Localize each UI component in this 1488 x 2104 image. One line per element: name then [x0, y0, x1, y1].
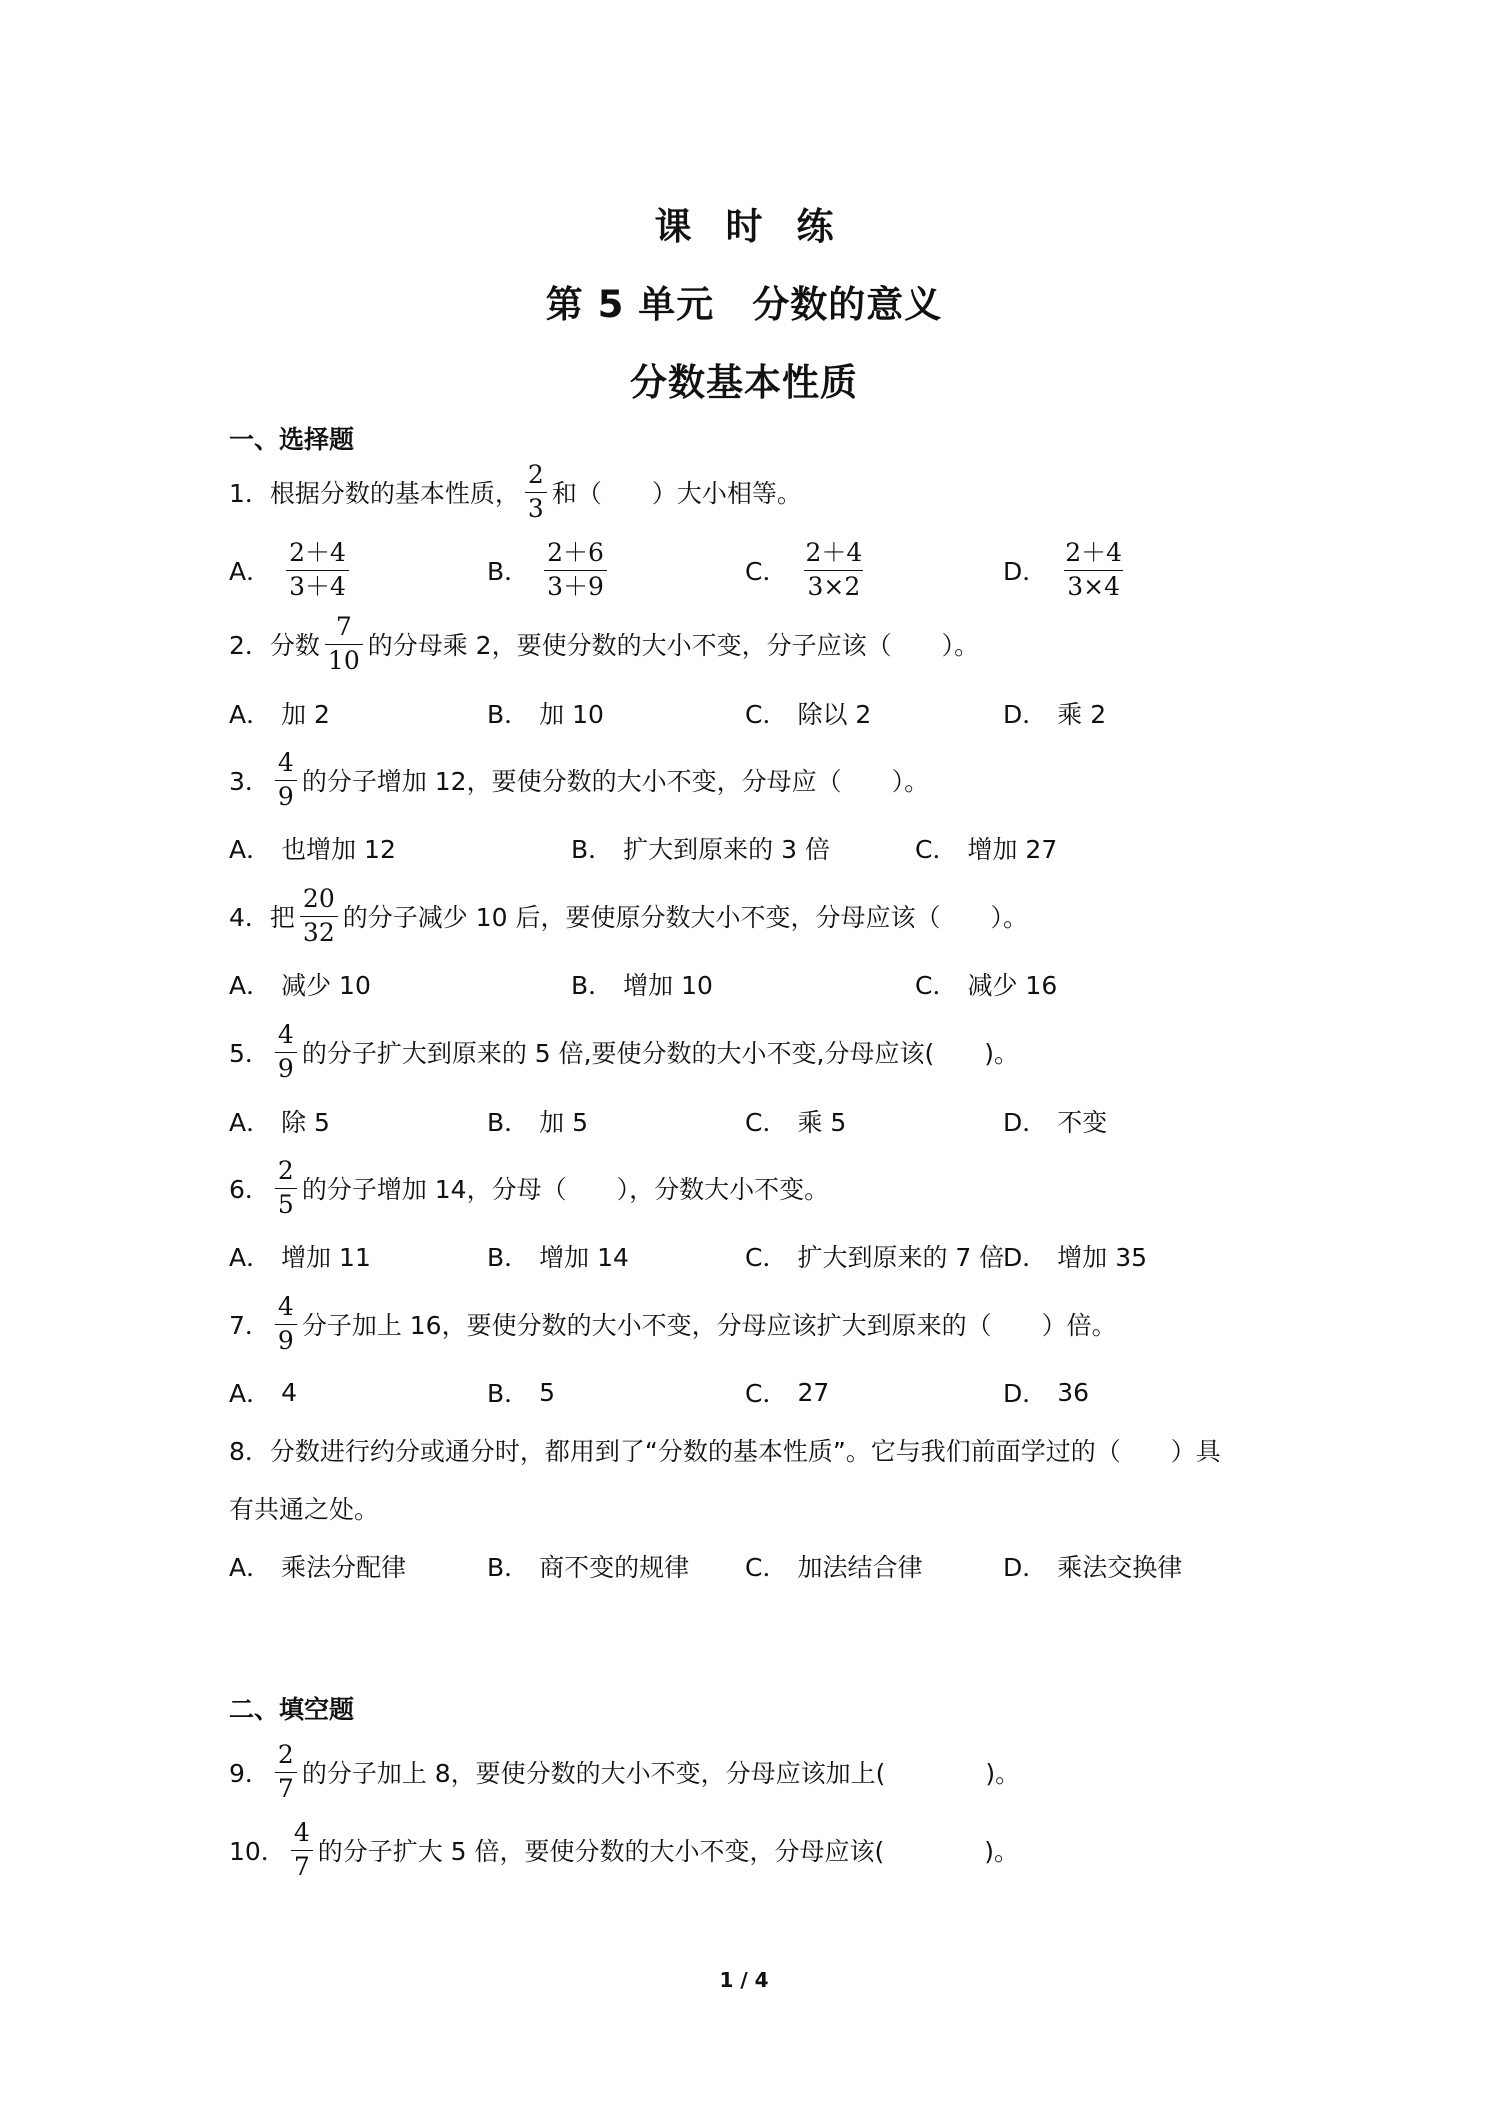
- option-c[interactable]: [915, 818, 1057, 878]
- option-b[interactable]: [487, 1226, 629, 1286]
- numerator: 2＋4: [805, 538, 863, 568]
- option-label: B．: [487, 1553, 530, 1582]
- option-a[interactable]: [229, 540, 354, 600]
- options-1: [229, 540, 1329, 600]
- option-label: C．: [745, 1553, 788, 1582]
- fraction: [1062, 540, 1125, 600]
- option-text: 加 5: [539, 1108, 589, 1137]
- option-b[interactable]: [487, 1362, 555, 1422]
- fraction: [275, 1742, 297, 1802]
- denominator: 9: [275, 1324, 297, 1354]
- option-text: 4: [281, 1377, 298, 1407]
- option-label: D．: [1003, 1553, 1048, 1582]
- denominator: 3: [525, 492, 547, 522]
- numerator: 2: [277, 1740, 294, 1770]
- denominator: 3×2: [804, 570, 863, 600]
- denominator: 3＋9: [544, 570, 607, 600]
- option-c[interactable]: [745, 683, 871, 743]
- options-7: [229, 1362, 1329, 1422]
- question-1: [229, 462, 802, 522]
- option-text: 乘 5: [797, 1108, 847, 1137]
- fraction: [525, 462, 547, 522]
- option-b[interactable]: [487, 540, 612, 600]
- question-text: 分数: [269, 631, 320, 660]
- option-label: B．: [487, 557, 530, 586]
- options-6: [229, 1226, 1329, 1286]
- option-label: B．: [487, 1108, 530, 1137]
- option-text: 除 5: [281, 1108, 330, 1137]
- option-a[interactable]: [229, 683, 330, 743]
- option-text: 扩大到原来的 3 倍: [623, 835, 830, 864]
- fraction: [275, 1294, 297, 1354]
- option-text: 乘法交换律: [1057, 1553, 1183, 1582]
- option-label: C．: [745, 1108, 788, 1137]
- page-title: 课时练: [654, 205, 868, 248]
- option-label: C．: [915, 835, 958, 864]
- denominator: 9: [275, 780, 297, 810]
- option-label: B．: [487, 1243, 530, 1272]
- option-c[interactable]: [745, 1226, 1004, 1286]
- option-d[interactable]: [1003, 540, 1130, 600]
- question-text: 的分子加上 8，要使分数的大小不变，分母应该加上( )。: [301, 1759, 1021, 1788]
- option-label: A．: [229, 1108, 272, 1137]
- question-number: 1．: [229, 479, 270, 508]
- option-label: B．: [487, 700, 530, 729]
- numerator: 2＋6: [547, 538, 604, 568]
- option-c[interactable]: [915, 954, 1057, 1014]
- question-5: [229, 1022, 1019, 1082]
- question-number: 6．: [229, 1175, 270, 1204]
- numerator: 2: [527, 460, 544, 490]
- option-label: A．: [229, 1553, 272, 1582]
- option-text: 减少 16: [967, 971, 1058, 1000]
- question-text: 分子加上 16，要使分数的大小不变，分母应该扩大到原来的（ ）倍。: [301, 1311, 1117, 1340]
- denominator: 10: [325, 644, 363, 674]
- question-10: [229, 1820, 1019, 1880]
- question-8: [229, 1420, 1221, 1480]
- fraction: [275, 1022, 297, 1082]
- question-text: 的分子扩大 5 倍，要使分数的大小不变，分母应该( )。: [317, 1837, 1020, 1866]
- option-a[interactable]: [229, 1536, 406, 1596]
- option-d[interactable]: [1003, 1226, 1147, 1286]
- numerator: 4: [277, 748, 294, 778]
- question-number: 2．: [229, 631, 270, 660]
- option-d[interactable]: [1003, 1362, 1089, 1422]
- option-label: D．: [1003, 700, 1048, 729]
- option-label: D．: [1003, 1243, 1048, 1272]
- question-text: 的分子减少 10 后，要使原分数大小不变，分母应该（ ）。: [342, 903, 1028, 932]
- question-4: [229, 886, 1028, 946]
- question-text: 的分母乘 2，要使分数的大小不变，分子应该（ ）。: [367, 631, 980, 660]
- options-2: [229, 683, 1329, 743]
- option-b[interactable]: [487, 1536, 689, 1596]
- option-text: 商不变的规律: [539, 1553, 690, 1582]
- numerator: 2: [277, 1156, 294, 1186]
- question-9: [229, 1742, 1020, 1802]
- unit-title: 第 5 单元 分数的意义: [545, 283, 943, 326]
- option-label: C．: [745, 557, 788, 586]
- question-text: 的分子增加 12，要使分数的大小不变，分母应（ ）。: [301, 767, 930, 796]
- option-a[interactable]: [229, 1362, 297, 1422]
- question-number: 10．: [229, 1837, 286, 1866]
- option-text: 增加 11: [281, 1243, 371, 1272]
- question-2: [229, 614, 979, 674]
- option-text: 加 10: [539, 700, 604, 729]
- option-b[interactable]: [571, 954, 713, 1014]
- options-8: [229, 1536, 1329, 1596]
- question-text: 有共通之处。: [229, 1495, 380, 1524]
- option-label: A．: [229, 835, 272, 864]
- question-text: 8．分数进行约分或通分时，都用到了“分数的基本性质”。它与我们前面学过的（ ）具: [229, 1437, 1221, 1466]
- option-b[interactable]: [487, 1091, 588, 1151]
- option-d[interactable]: [1003, 1091, 1107, 1151]
- option-text: 除以 2: [797, 700, 872, 729]
- option-c[interactable]: [745, 1362, 829, 1422]
- denominator: 7: [291, 1850, 313, 1880]
- question-8-continued: [229, 1478, 379, 1538]
- option-text: 增加 10: [623, 971, 713, 1000]
- option-label: A．: [229, 971, 272, 1000]
- denominator: 5: [275, 1188, 297, 1218]
- option-text: 增加 14: [539, 1243, 629, 1272]
- denominator: 7: [275, 1772, 297, 1802]
- option-label: A．: [229, 700, 272, 729]
- option-text: 乘法分配律: [281, 1553, 407, 1582]
- question-number: 3．: [229, 767, 270, 796]
- option-text: 27: [797, 1377, 830, 1407]
- option-c[interactable]: [745, 1091, 846, 1151]
- option-text: 也增加 12: [281, 835, 396, 864]
- numerator: 4: [277, 1292, 294, 1322]
- option-text: 加 2: [281, 700, 330, 729]
- lesson-title: 分数基本性质: [630, 361, 858, 404]
- option-c[interactable]: [745, 540, 870, 600]
- option-label: A．: [229, 1243, 272, 1272]
- options-3: [229, 818, 1329, 878]
- section-heading-fill: 二、填空题: [229, 1695, 355, 1724]
- option-text: 36: [1057, 1377, 1090, 1407]
- option-label: D．: [1003, 557, 1048, 586]
- question-text: 和（ ）大小相等。: [551, 479, 802, 508]
- option-label: C．: [745, 700, 788, 729]
- fraction: [275, 750, 297, 810]
- option-label: C．: [745, 1243, 788, 1272]
- option-a[interactable]: [229, 1226, 371, 1286]
- fraction: [291, 1820, 313, 1880]
- question-number: 5．: [229, 1039, 270, 1068]
- option-b[interactable]: [487, 683, 604, 743]
- denominator: 9: [275, 1052, 297, 1082]
- denominator: 32: [300, 916, 338, 946]
- option-label: D．: [1003, 1379, 1048, 1408]
- option-a[interactable]: [229, 1091, 330, 1151]
- question-number: 4．: [229, 903, 270, 932]
- fraction: [544, 540, 607, 600]
- option-label: D．: [1003, 1108, 1048, 1137]
- option-label: A．: [229, 557, 272, 586]
- denominator: 3＋4: [286, 570, 349, 600]
- options-5: [229, 1091, 1329, 1151]
- option-text: 扩大到原来的 7 倍: [797, 1243, 1005, 1272]
- option-d[interactable]: [1003, 1536, 1182, 1596]
- options-4: [229, 954, 1329, 1014]
- denominator: 3×4: [1064, 570, 1123, 600]
- option-label: C．: [915, 971, 958, 1000]
- question-text: 的分子增加 14，分母（ ），分数大小不变。: [301, 1175, 830, 1204]
- question-text: 把: [269, 903, 295, 932]
- question-number: 9．: [229, 1759, 270, 1788]
- numerator: 2＋4: [1065, 538, 1123, 568]
- option-d[interactable]: [1003, 683, 1106, 743]
- option-label: C．: [745, 1379, 788, 1408]
- question-number: 7．: [229, 1311, 270, 1340]
- option-a[interactable]: [229, 954, 371, 1014]
- question-text: 的分子扩大到原来的 5 倍,要使分数的大小不变,分母应该( )。: [301, 1039, 1020, 1068]
- numerator: 20: [302, 884, 335, 914]
- numerator: 7: [335, 612, 352, 642]
- option-label: A．: [229, 1379, 272, 1408]
- question-6: [229, 1158, 829, 1218]
- fraction: [325, 614, 363, 674]
- fraction: [275, 1158, 297, 1218]
- option-a[interactable]: [229, 818, 396, 878]
- numerator: 4: [293, 1818, 310, 1848]
- numerator: 4: [277, 1020, 294, 1050]
- question-3: [229, 750, 929, 810]
- option-c[interactable]: [745, 1536, 922, 1596]
- question-text: 根据分数的基本性质，: [269, 479, 520, 508]
- option-b[interactable]: [571, 818, 830, 878]
- option-text: 减少 10: [281, 971, 371, 1000]
- fraction: [300, 886, 338, 946]
- option-text: 加法结合律: [797, 1553, 923, 1582]
- option-text: 不变: [1057, 1108, 1108, 1137]
- option-text: 增加 35: [1057, 1243, 1148, 1272]
- option-label: B．: [571, 835, 614, 864]
- numerator: 2＋4: [289, 538, 346, 568]
- question-7: [229, 1294, 1117, 1354]
- section-heading-choice: 一、选择题: [229, 425, 355, 454]
- fraction: [802, 540, 865, 600]
- option-text: 5: [539, 1377, 556, 1407]
- option-label: B．: [487, 1379, 530, 1408]
- page-number: 1 / 4: [719, 1968, 769, 1992]
- option-label: B．: [571, 971, 614, 1000]
- option-text: 增加 27: [967, 835, 1058, 864]
- option-text: 乘 2: [1057, 700, 1107, 729]
- fraction: [286, 540, 349, 600]
